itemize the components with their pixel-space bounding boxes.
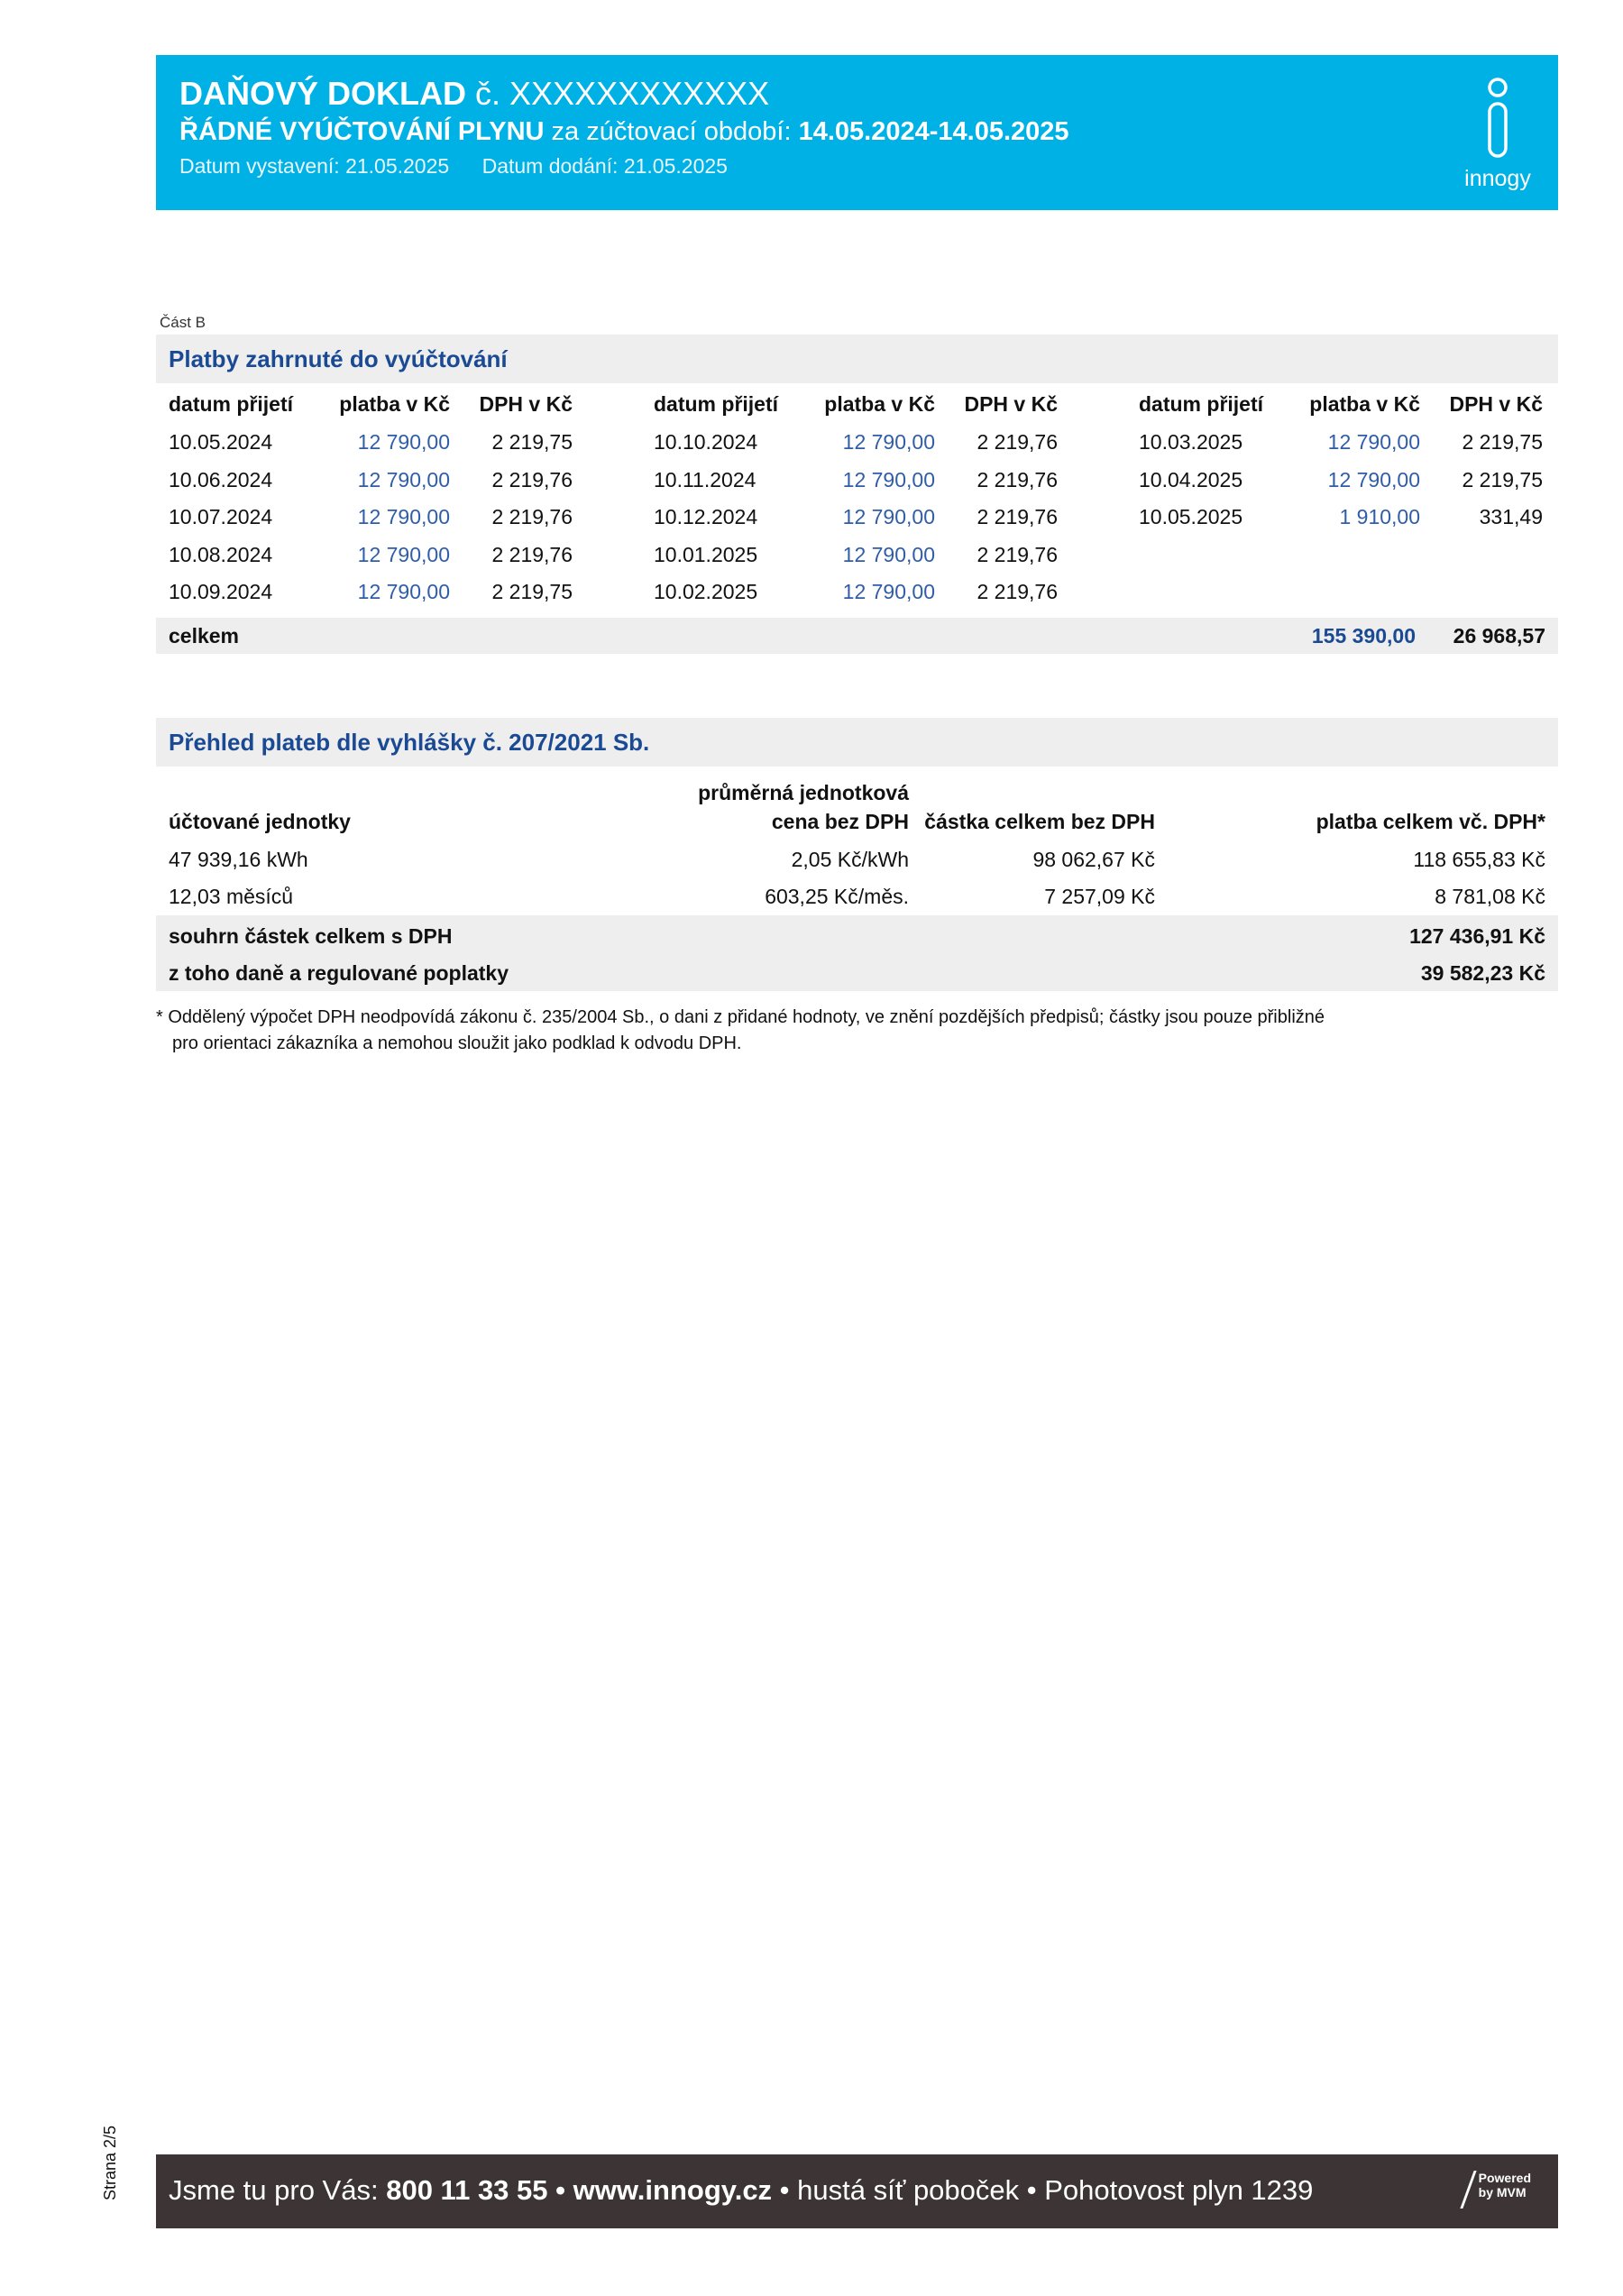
payment-vat: 2 219,76	[977, 580, 1058, 603]
payment-amount: 12 790,00	[357, 580, 450, 603]
payment-vat: 2 219,76	[977, 542, 1058, 566]
payment-amount: 12 790,00	[357, 430, 450, 454]
tax-value: 39 582,23 Kč	[1420, 961, 1545, 985]
col-price-header-line1: průměrná jednotková	[698, 781, 909, 804]
payment-vat: 2 219,75	[491, 430, 573, 454]
footer-web: www.innogy.cz	[573, 2174, 773, 2206]
payment-date: 10.12.2024	[654, 505, 758, 528]
col-vat-header: DPH v Kč	[1449, 392, 1543, 416]
payment-amount: 1 910,00	[1339, 505, 1420, 528]
overview-row-amount: 7 257,09 Kč	[1044, 885, 1155, 908]
vat-note-line2: pro orientaci zákazníka a nemohou sloužit jako podklad k odvodu DPH.	[172, 1033, 742, 1053]
col-payment-header: platba v Kč	[1309, 392, 1420, 416]
payment-vat: 2 219,76	[491, 467, 573, 491]
payment-date: 10.01.2025	[654, 542, 758, 566]
total-label: celkem	[169, 624, 240, 647]
overview-title: Přehled plateb dle vyhlášky č. 207/2021 Sb.	[169, 729, 650, 756]
page-number: Strana 2/5	[101, 2125, 119, 2200]
col-date-header: datum přijetí	[1139, 392, 1264, 416]
col-date-header: datum přijetí	[654, 392, 779, 416]
powered-by-mvm	[1479, 2171, 1531, 2200]
payment-vat: 2 219,76	[491, 542, 573, 566]
footer-separator: •	[547, 2174, 573, 2206]
payments-total-row	[156, 618, 1558, 654]
payment-amount: 12 790,00	[1327, 430, 1420, 454]
overview-row-total: 8 781,08 Kč	[1435, 885, 1545, 908]
period-value: 14.05.2024-14.05.2025	[798, 117, 1069, 146]
overview-row-amount: 98 062,67 Kč	[1032, 848, 1155, 871]
overview-row-total: 118 655,83 Kč	[1413, 848, 1545, 871]
slash-icon	[1460, 2171, 1476, 2209]
footer-bar	[156, 2154, 1558, 2228]
col-payment-header: platba v Kč	[824, 392, 935, 416]
payment-date: 10.05.2025	[1139, 505, 1243, 528]
col-price-header-line2: cena bez DPH	[771, 810, 909, 833]
payment-vat: 2 219,75	[491, 580, 573, 603]
billing-line	[179, 117, 1069, 147]
col-vat-header: DPH v Kč	[479, 392, 573, 416]
col-payment-header: platba v Kč	[339, 392, 450, 416]
overview-row-units: 12,03 měsíců	[169, 885, 294, 908]
billing-type: ŘÁDNÉ VYÚČTOVÁNÍ PLYNU	[179, 117, 545, 146]
col-units-header: účtované jednotky	[169, 810, 351, 833]
payment-vat: 2 219,76	[977, 505, 1058, 528]
overview-table	[156, 767, 1558, 920]
payment-date: 10.03.2025	[1139, 430, 1243, 454]
payment-date: 10.10.2024	[654, 430, 758, 454]
col-date-header: datum přijetí	[169, 392, 294, 416]
payment-amount: 12 790,00	[842, 467, 935, 491]
footer-phone: 800 11 33 55	[386, 2174, 548, 2206]
payment-date: 10.06.2024	[169, 467, 273, 491]
payment-date: 10.07.2024	[169, 505, 273, 528]
payment-amount: 12 790,00	[842, 580, 935, 603]
payment-amount: 12 790,00	[357, 505, 450, 528]
payment-vat: 331,49	[1479, 505, 1543, 528]
logo-text: innogy	[1464, 166, 1531, 191]
sum-value: 127 436,91 Kč	[1409, 924, 1545, 948]
payment-vat: 2 219,76	[977, 430, 1058, 454]
payment-amount: 12 790,00	[842, 430, 935, 454]
overview-title-bar	[156, 718, 1558, 767]
payments-title-bar	[156, 335, 1558, 383]
col-amount-header: částka celkem bez DPH	[924, 810, 1155, 833]
doc-title	[179, 75, 769, 113]
footer-rest: • hustá síť poboček • Pohotovost plyn 1239	[772, 2174, 1314, 2206]
payment-amount: 12 790,00	[1327, 467, 1420, 491]
tax-label: z toho daně a regulované poplatky	[169, 961, 509, 985]
payment-amount: 12 790,00	[357, 542, 450, 566]
payment-vat: 2 219,75	[1462, 467, 1543, 491]
dates-line	[179, 154, 755, 179]
total-payment: 155 390,00	[1311, 624, 1416, 647]
overview-summary	[156, 915, 1558, 991]
payment-date: 10.05.2024	[169, 430, 273, 454]
delivery-date: Datum dodání: 21.05.2025	[481, 154, 728, 178]
payments-table	[156, 383, 1558, 654]
payment-date: 10.02.2025	[654, 580, 758, 603]
payment-amount: 12 790,00	[842, 542, 935, 566]
total-vat: 26 968,57	[1453, 624, 1545, 647]
payment-date: 10.04.2025	[1139, 467, 1243, 491]
innogy-logo-icon	[1457, 75, 1538, 165]
payment-date: 10.11.2024	[654, 467, 756, 491]
innogy-logo	[1457, 75, 1538, 192]
overview-row-price: 2,05 Kč/kWh	[791, 848, 909, 871]
issue-date: Datum vystavení: 21.05.2025	[179, 154, 450, 178]
col-vat-header: DPH v Kč	[964, 392, 1058, 416]
powered-line1: Powered	[1478, 2171, 1531, 2185]
payment-vat: 2 219,75	[1462, 430, 1543, 454]
sum-label: souhrn částek celkem s DPH	[169, 924, 453, 948]
part-label: Část B	[160, 314, 206, 331]
payment-amount: 12 790,00	[357, 467, 450, 491]
vat-note-line1: * Oddělený výpočet DPH neodpovídá zákonu č. 235/2004 Sb., o dani z přidané hodnoty, ve znění pozdějších předpisů; částky jsou pouze přibližné	[156, 1007, 1325, 1027]
payments-title: Platby zahrnuté do vyúčtování	[169, 345, 508, 372]
footer-contact	[169, 2174, 1313, 2207]
payment-vat: 2 219,76	[491, 505, 573, 528]
doc-type: DAŇOVÝ DOKLAD	[179, 75, 467, 112]
powered-line2: by MVM	[1478, 2185, 1527, 2200]
overview-row-units: 47 939,16 kWh	[169, 848, 308, 871]
period-label: za zúčtovací období:	[551, 117, 792, 146]
col-total-header: platba celkem vč. DPH*	[1316, 810, 1545, 833]
payment-date: 10.09.2024	[169, 580, 273, 603]
document-header	[156, 55, 1558, 210]
payment-vat: 2 219,76	[977, 467, 1058, 491]
overview-row-price: 603,25 Kč/měs.	[765, 885, 909, 908]
payment-date: 10.08.2024	[169, 542, 273, 566]
footer-prefix: Jsme tu pro Vás:	[169, 2174, 387, 2206]
payment-amount: 12 790,00	[842, 505, 935, 528]
doc-number: č. XXXXXXXXXXXX	[475, 75, 770, 112]
